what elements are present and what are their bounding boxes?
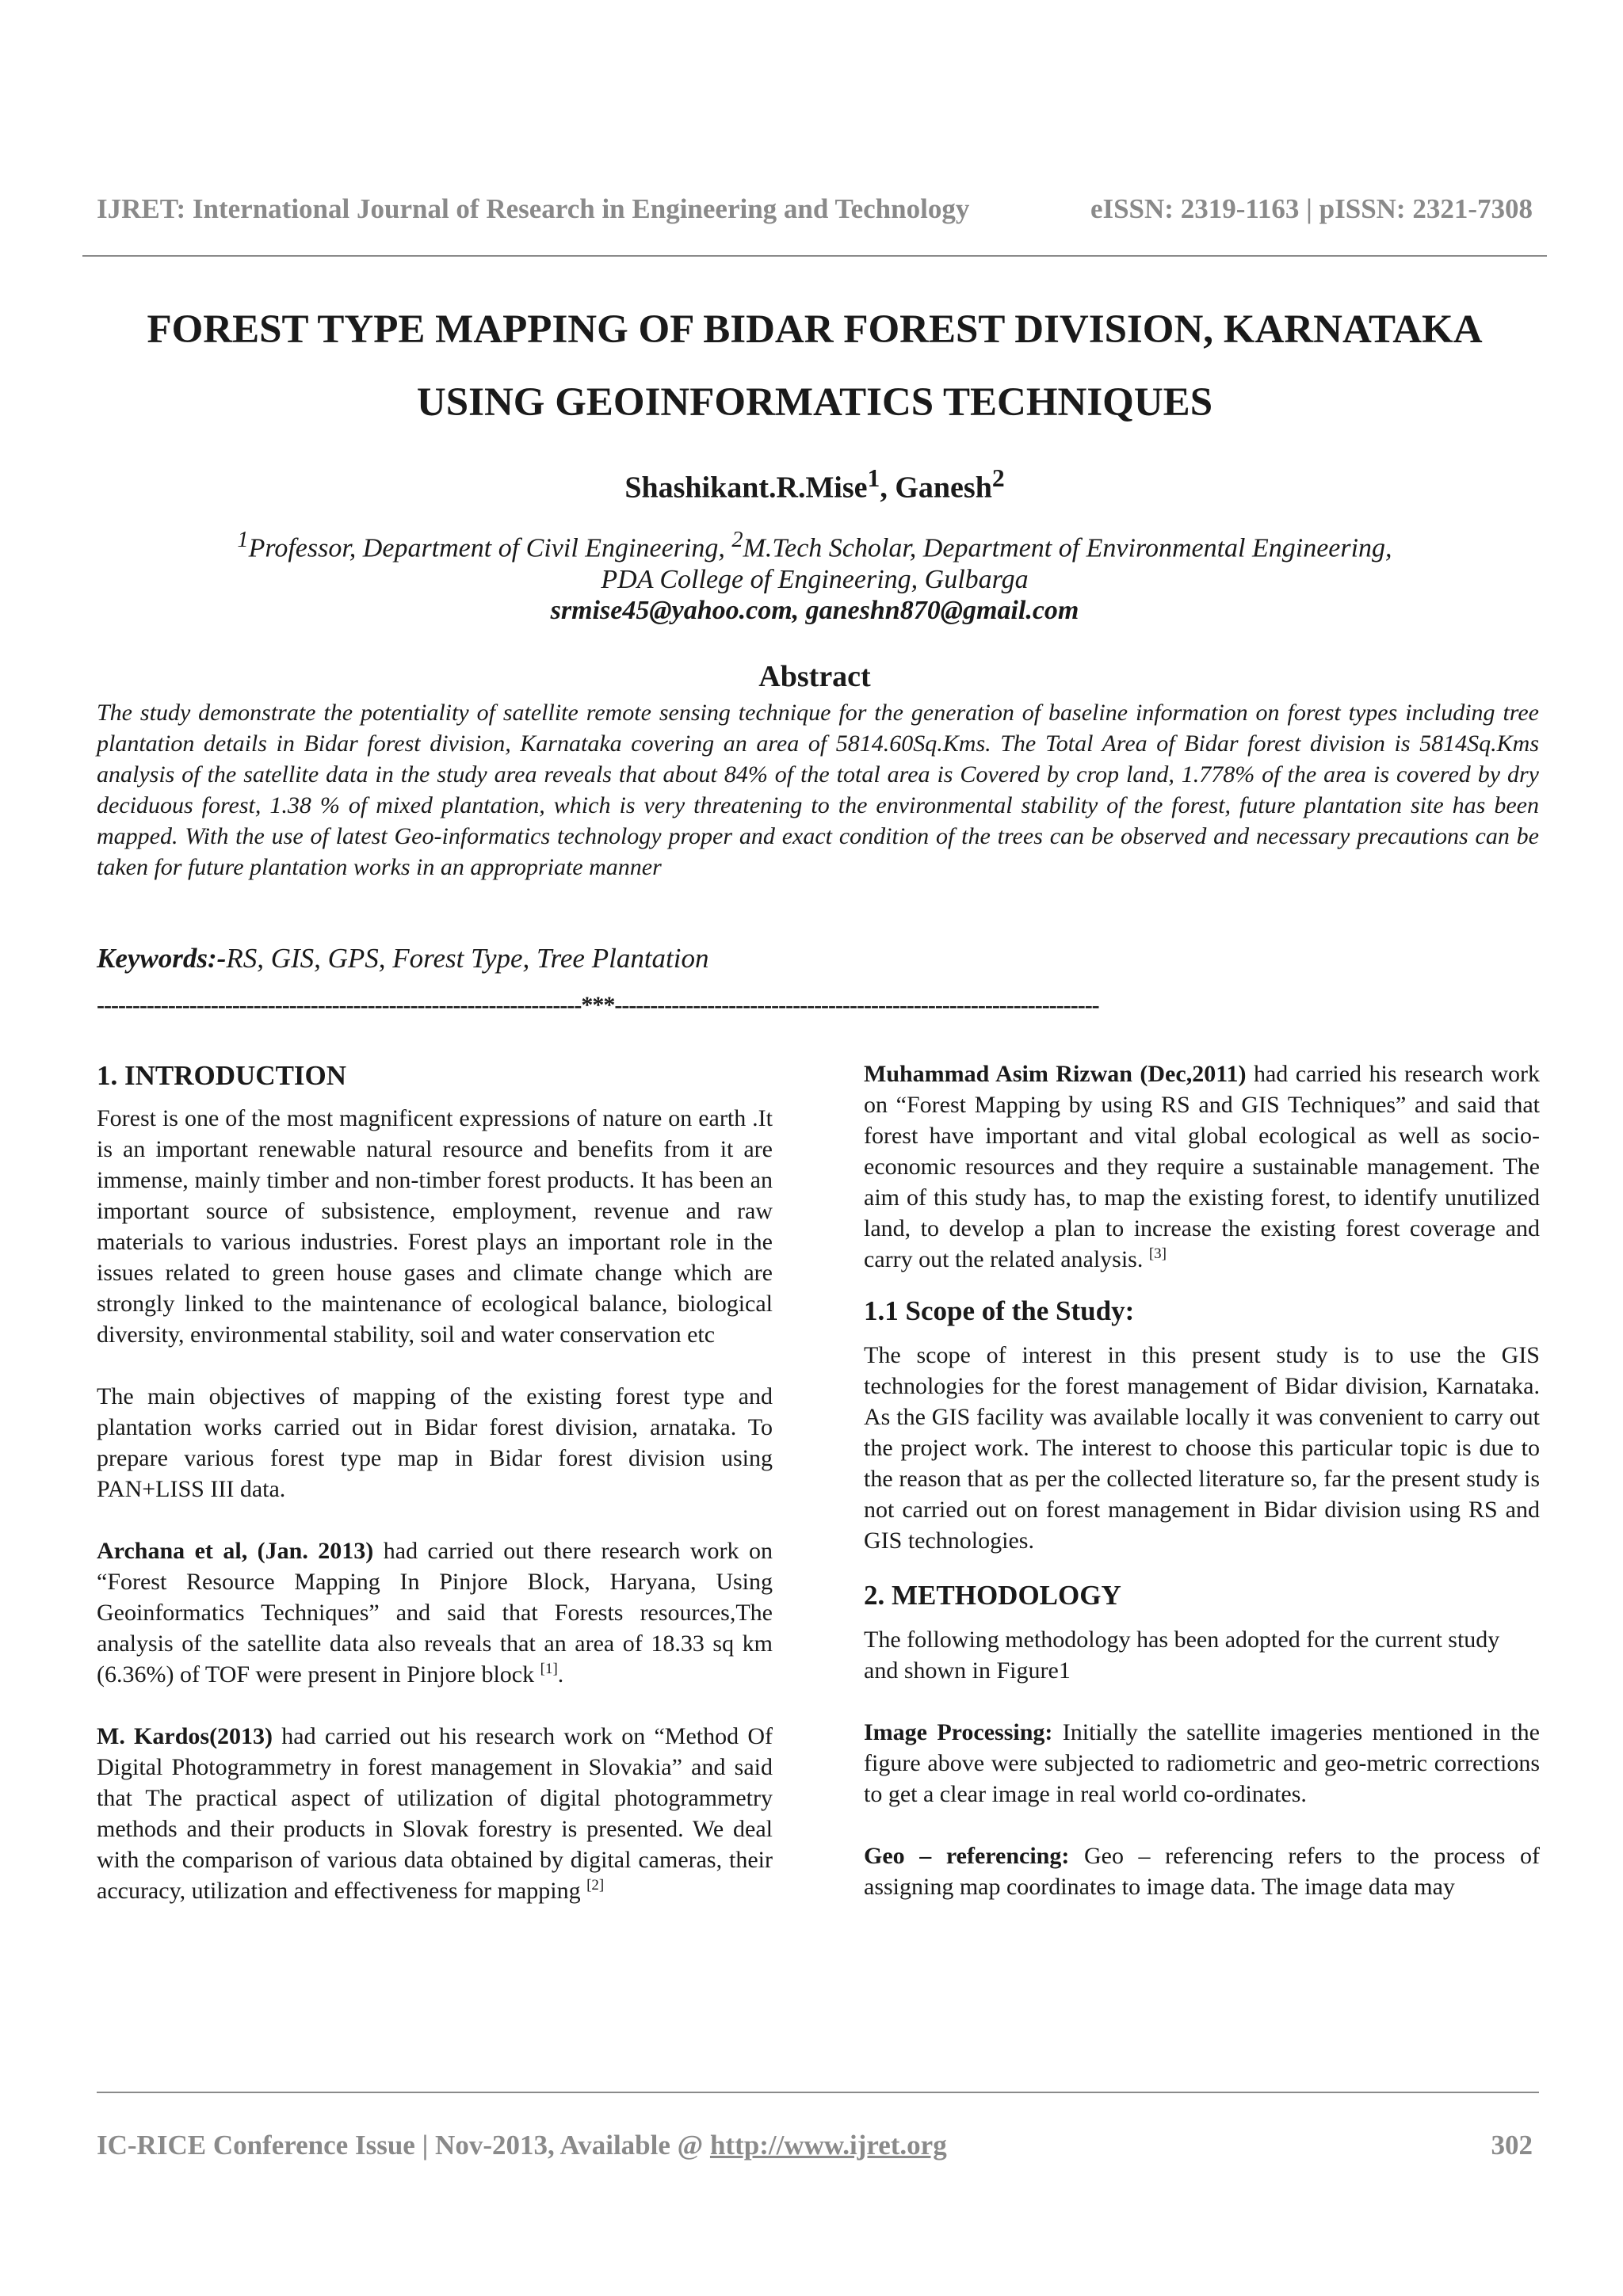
methodology-paragraph: The following methodology has been adopted for the current study and shown in Figure1	[864, 1627, 1500, 1684]
journal-url-link[interactable]: http://www.ijret.org	[709, 2130, 947, 2161]
archana-paragraph	[97, 1535, 773, 1690]
journal-name: IJRET: International Journal of Research in Engineering and Technology	[97, 193, 970, 224]
page-header	[97, 193, 1533, 225]
author-separator: ,	[880, 471, 896, 505]
author-emails: srmise45@yahoo.com, ganeshn870@gmail.com	[550, 596, 1079, 625]
affiliation-sup-1: 1	[237, 528, 249, 552]
rizwan-text: had carried his research work on “Forest Mapping by using RS and GIS Techniques” and said that forest have important and vital global ecological as well as socio-economic resources and they require a sustainable management. The aim of this study has, to map the existing forest, to identify unutilized land, to develop a plan to increase the existing forest coverage and carry out the related analysis.	[864, 1061, 1540, 1272]
keywords-text: RS, GIS, GPS, Forest Type, Tree Plantation	[226, 943, 709, 974]
right-column	[864, 1058, 1540, 1902]
rizwan-citation: Muhammad Asim Rizwan (Dec,2011)	[864, 1061, 1247, 1087]
scope-heading: 1.1 Scope of the Study:	[864, 1295, 1135, 1326]
page-number: 302	[1491, 2130, 1533, 2161]
kardos-ref: [2]	[586, 1877, 605, 1894]
rizwan-ref: [3]	[1148, 1245, 1167, 1262]
author-1: Shashikant.R.Mise	[624, 471, 868, 505]
affiliation-part-1: Professor, Department of Civil Engineering,	[248, 533, 732, 563]
affiliation	[82, 524, 1547, 596]
image-processing-paragraph	[864, 1717, 1540, 1810]
conference-info: IC-RICE Conference Issue | Nov-2013, Available @	[97, 2130, 710, 2161]
intro-paragraph-1: Forest is one of the most magnificent expressions of nature on earth .It is an important renewable natural resource and benefits from it are immense, mainly timber and non-timber forest products. It has been an important source of subsistence, employment, revenue and raw materials to various industries. Forest plays an important role in the issues related to green house gases and climate change which are strongly linked to the maintenance of ecological balance, biological diversity, environmental stability, soil and water conservation etc	[97, 1105, 773, 1348]
archana-end: .	[557, 1661, 564, 1688]
left-column	[97, 1058, 773, 1906]
title-line-1: FOREST TYPE MAPPING OF BIDAR FOREST DIVISION, KARNATAKA	[147, 307, 1483, 352]
author-2: Ganesh	[895, 471, 992, 505]
abstract-heading: Abstract	[758, 660, 871, 693]
rizwan-paragraph	[864, 1058, 1540, 1275]
header-rule	[82, 255, 1547, 257]
methodology-heading: 2. METHODOLOGY	[864, 1580, 1121, 1611]
footer-conference	[97, 2130, 947, 2161]
page-footer	[97, 2130, 1533, 2161]
archana-citation: Archana et al, (Jan. 2013)	[97, 1538, 374, 1564]
author-1-sup: 1	[867, 464, 880, 492]
issn-info: eISSN: 2319-1163 | pISSN: 2321-7308	[1090, 193, 1533, 224]
intro-paragraph-2: The main objectives of mapping of the existing forest type and plantation works carried out in Bidar forest division, arnataka. To prepare various forest type map in Bidar forest division using PAN+LISS III data.	[97, 1383, 773, 1502]
kardos-citation: M. Kardos(2013)	[97, 1723, 273, 1749]
title-line-2: USING GEOINFORMATICS TECHNIQUES	[416, 380, 1213, 425]
georeferencing-text: Geo – referencing refers to the process of assigning map coordinates to image data. The image data may	[864, 1843, 1540, 1900]
keywords	[97, 943, 1539, 974]
kardos-paragraph	[97, 1721, 773, 1906]
introduction-heading: 1. INTRODUCTION	[97, 1060, 347, 1091]
abstract-text: The study demonstrate the potentiality of satellite remote sensing technique for the generation of baseline information on forest types including tree plantation details in Bidar forest division, Karnataka covering an area of 5814.60Sq.Kms. The Total Area of Bidar forest division is 5814Sq.Kms analysis of the satellite data in the study area reveals that about 84% of the total area is Covered by crop land, 1.778% of the area is covered by dry deciduous forest, 1.38 % of mixed plantation, which is very threatening to the environmental stability of the forest, future plantation site has been mapped. With the use of latest Geo-informatics technology proper and exact condition of the trees can be observed and necessary precautions can be taken for future plantation works in an appropriate manner	[97, 700, 1539, 880]
keywords-label: Keywords:-	[97, 943, 227, 974]
footer-rule	[97, 2092, 1539, 2093]
georeferencing-paragraph	[864, 1840, 1540, 1902]
archana-ref: [1]	[540, 1661, 558, 1677]
affiliation-sup-2: 2	[731, 528, 743, 552]
author-2-sup: 2	[991, 464, 1005, 492]
section-separator: --------------------------------------------------------------------***--------------------------------------------------------------------	[97, 992, 1099, 1018]
georeferencing-label: Geo – referencing:	[864, 1843, 1070, 1869]
author-list	[82, 464, 1547, 505]
affiliation-line-1	[82, 524, 1547, 564]
archana-text: had carried out there research work on “Forest Resource Mapping In Pinjore Block, Haryana, Using Geoinformatics Techniques” and said that Forests resources,The analysis of the satellite data also reveals that an area of 18.33 sq km (6.36%) of TOF were present in Pinjore block	[97, 1538, 773, 1688]
paper-title	[82, 293, 1547, 439]
scope-paragraph: The scope of interest in this present study is to use the GIS technologies for the forest management of Bidar division, Karnataka. As the GIS facility was available locally it was convenient to carry out the project work. The interest to choose this particular topic is due to the reason that as per the collected literature so, far the present study is not carried out on forest management in Bidar division using RS and GIS technologies.	[864, 1342, 1540, 1554]
image-processing-text: Initially the satellite imageries mentioned in the figure above were subjected to radiometric and geo-metric corrections to get a clear image in real world co-ordinates.	[864, 1719, 1540, 1807]
image-processing-label: Image Processing:	[864, 1719, 1053, 1745]
kardos-text: had carried out his research work on “Method Of Digital Photogrammetry in forest management in Slovakia” and said that The practical aspect of utilization of digital photogrammetry methods and their products in Slovak forestry is presented. We deal with the comparison of various data obtained by digital cameras, their accuracy, utilization and effectiveness for mapping	[97, 1723, 773, 1904]
affiliation-line-2: PDA College of Engineering, Gulbarga	[601, 565, 1029, 595]
affiliation-part-2: M.Tech Scholar, Department of Environmental Engineering,	[743, 533, 1392, 563]
